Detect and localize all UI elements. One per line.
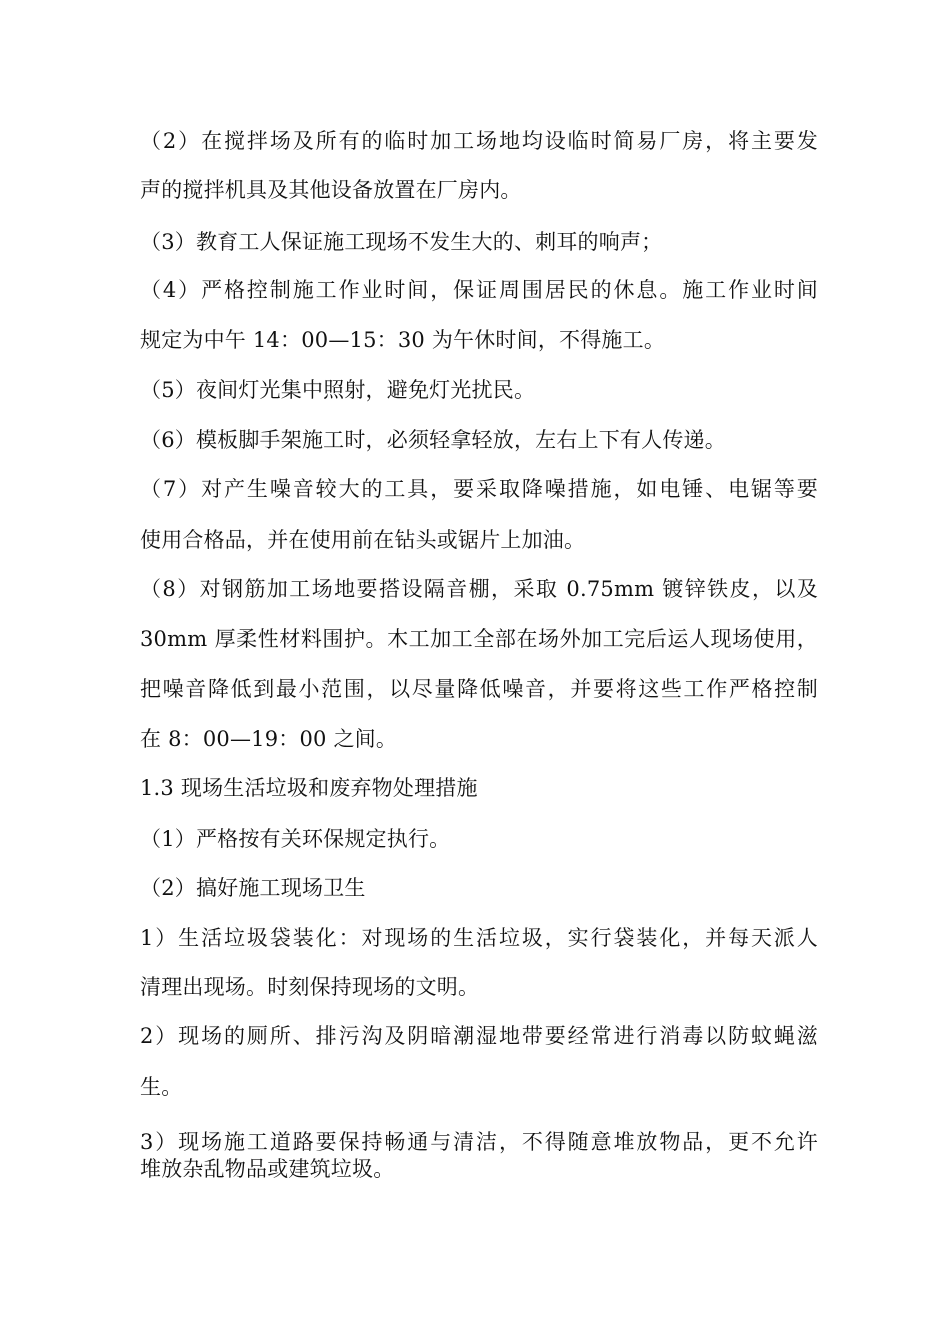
text-line: 清理出现场。时刻保持现场的文明。 (140, 975, 480, 999)
text-line: （3）教育工人保证施工现场不发生大的、刺耳的响声； (140, 230, 663, 254)
text-line: （7）对产生噪音较大的工具，要采取降噪措施，如电锤、电锯等要 (140, 477, 818, 501)
text-line: 30mm 厚柔性材料围护。木工加工全部在场外加工完后运人现场使用， (140, 627, 818, 651)
text-line: （8）对钢筋加工场地要搭设隔音棚，采取 0.75mm 镀锌铁皮，以及 (140, 577, 818, 601)
text-line: （5）夜间灯光集中照射，避免灯光扰民。 (140, 378, 536, 402)
text-line: 1）生活垃圾袋装化：对现场的生活垃圾，实行袋装化，并每天派人 (140, 926, 818, 950)
text-line: 在 8：00—19：00 之间。 (140, 727, 398, 751)
text-line: （2）搞好施工现场卫生 (140, 876, 366, 900)
section-heading: 1.3 现场生活垃圾和废弃物处理措施 (140, 776, 478, 800)
text-line: 2）现场的厕所、排污沟及阴暗潮湿地带要经常进行消毒以防蚊蝇滋 (140, 1024, 818, 1048)
text-line: 生。 (140, 1075, 183, 1099)
text-line: （4）严格控制施工作业时间，保证周围居民的休息。施工作业时间 (140, 278, 818, 302)
text-line: 把噪音降低到最小范围，以尽量降低噪音，并要将这些工作严格控制 (140, 677, 818, 701)
text-line: 声的搅拌机具及其他设备放置在厂房内。 (140, 178, 522, 202)
text-line: 使用合格品，并在使用前在钻头或锯片上加油。 (140, 528, 586, 552)
text-line: 堆放杂乱物品或建筑垃圾。 (140, 1157, 395, 1181)
text-line: （6）模板脚手架施工时，必须轻拿轻放，左右上下有人传递。 (140, 428, 726, 452)
text-line: 规定为中午 14：00—15：30 为午休时间，不得施工。 (140, 328, 666, 352)
text-line: （1）严格按有关环保规定执行。 (140, 827, 451, 851)
text-line: （2）在搅拌场及所有的临时加工场地均设临时简易厂房，将主要发 (140, 129, 818, 153)
text-line: 3）现场施工道路要保持畅通与清洁，不得随意堆放物品，更不允许 (140, 1130, 818, 1154)
